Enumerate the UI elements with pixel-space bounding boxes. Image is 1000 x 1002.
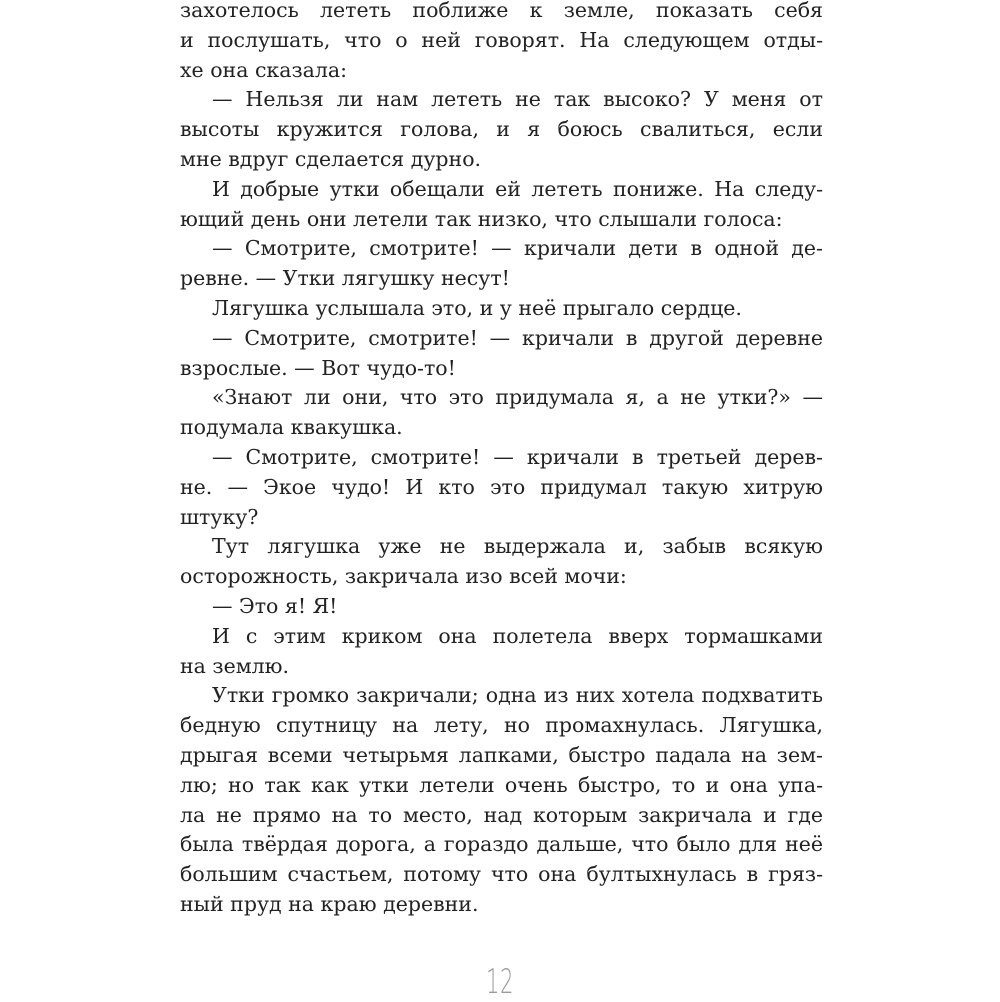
text-line: Тут лягушка уже не выдержала и, забыв всякую <box>212 534 823 559</box>
text-line: и послушать, что о ней говорят. На следующем отды- <box>180 27 823 52</box>
text-line: на землю. <box>180 653 290 678</box>
text-line: И добрые утки обещали ей лететь пониже. На следу- <box>212 176 823 201</box>
text-line: штуку? <box>180 504 259 529</box>
story-text <box>180 0 823 920</box>
text-line: ный пруд на краю деревни. <box>180 891 479 916</box>
text-line: ющий день они летели так низко, что слышали голоса: <box>180 206 783 231</box>
text-line: — Смотрите, смотрите! — кричали в третьей дерев- <box>212 444 823 469</box>
text-line: не. — Экое чудо! И кто это придумал такую хитрую <box>180 474 823 499</box>
text-line: была твёрдая дорога, а гораздо дальше, что было для неё <box>180 832 823 857</box>
text-line: взрослые. — Вот чудо-то! <box>180 355 456 380</box>
text-line: захотелось лететь поближе к земле, показать себя <box>180 0 823 22</box>
text-line: — Нельзя ли нам лететь не так высоко? У меня от <box>212 87 823 112</box>
text-line: Лягушка услышала это, и у неё прыгало сердце. <box>212 295 742 320</box>
text-line: мне вдруг сделается дурно. <box>180 146 482 171</box>
text-line: высоты кружится голова, и я боюсь свалиться, если <box>180 117 823 142</box>
text-line: дрыгая всеми четырьмя лапками, быстро падала на зем- <box>180 742 823 767</box>
text-line: Утки громко закричали; одна из них хотела подхватить <box>212 683 823 708</box>
text-line: — Смотрите, смотрите! — кричали дети в одной де- <box>212 236 823 261</box>
text-line: бедную спутницу на лету, но промахнулась. Лягушка, <box>180 713 823 738</box>
text-line: подумала квакушка. <box>180 415 403 440</box>
text-line: хе она сказала: <box>180 57 348 82</box>
text-line: большим счастьем, потому что она бултыхнулась в гряз- <box>180 862 823 887</box>
page-number: 12 <box>485 962 515 1002</box>
text-line: И с этим криком она полетела вверх тормашками <box>212 623 823 648</box>
text-line: «Знают ли они, что это придумала я, а не утки?» — <box>212 385 823 410</box>
text-line: лю; но так как утки летели очень быстро, то и она упа- <box>180 772 823 797</box>
text-line: — Это я! Я! <box>212 593 338 618</box>
text-line: ла не прямо на то место, над которым закричала и где <box>180 802 823 827</box>
text-line: осторожность, закричала изо всей мочи: <box>180 564 627 589</box>
text-line: — Смотрите, смотрите! — кричали в другой деревне <box>212 325 823 350</box>
text-line: ревне. — Утки лягушку несут! <box>180 266 510 291</box>
